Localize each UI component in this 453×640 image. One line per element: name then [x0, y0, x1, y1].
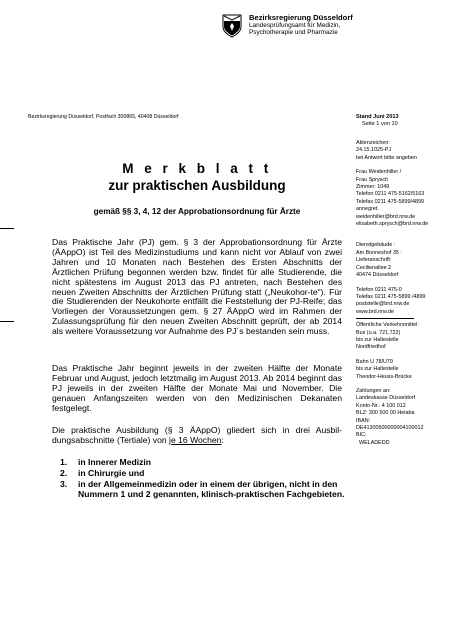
list-text: in Chirurgie und [78, 467, 145, 478]
payment-label: Zahlungen an: [356, 387, 391, 394]
bank-name: Landeskasse Düsseldorf [356, 395, 416, 402]
az-value: 24.15.1025-PJ [356, 147, 392, 154]
authority-dept-line2: Psychotherapie und Pharmazie [249, 29, 338, 37]
list-item [60, 469, 345, 479]
tertiale-list [60, 458, 345, 501]
list-item [60, 480, 345, 500]
delivery-city: 40474 Düsseldorf [356, 272, 399, 279]
divider [356, 318, 414, 319]
bic-value: WELADEDD [359, 439, 390, 446]
building-address: Am Bonneshof 35 : [356, 249, 402, 256]
az-note: bei Antwort bitte angeben [356, 154, 417, 161]
list-number: 2. [60, 467, 68, 478]
paragraph-pj-intro: Das Praktische Jahr (PJ) gem. § 3 der Approbationsordnung für Ärzte (ÄAppO) ist Teil des Medizinstudiums und kann nicht vor Ablauf von zwei Jahren und 10 Monaten nach Bestehen des Ersten Abschnitts der Ärztlichen Prüfung begonnen werden bzw. findet für alle Studierende, die nicht spätestens im August 2013 das PJ antreten, nach Bestehen des neuen Zweiten Abschnitts der Ärztlichen Prüfung statt („Neukohor-te“). Für die Studierenden der Neukohorte entfällt die Feststellung der PJ-Reife; das Vorliegen der Voraussetzungen gem. § 27 ÄAppO wird im Rahmen der Zulassungsprüfung für den neuen Zweiten Abschnitt geprüft, der ab 2014 als weitere Voraussetzung vor Aufnahme des PJ´s bestanden sein muss. [52, 237, 342, 337]
list-text: in Innerer Medizin [78, 457, 152, 467]
nrw-coat-of-arms-logo [222, 14, 242, 38]
tertiale-prefix: Die praktische Ausbildung (§ 3 ÄAppO) gliedert sich in drei Ausbil-dungsabschnitte (Tertiale) von [52, 425, 342, 445]
document-status [356, 114, 399, 128]
stand-date: Stand Juni 2013 [356, 114, 399, 120]
delivery-street: Cecilienallee 2 [356, 264, 392, 271]
bank-code: BLZ: 300 500 00 Helaba [356, 410, 415, 417]
website-link[interactable]: www.brd.nrw.de [356, 308, 395, 315]
title-line1: M e r k b l a t t [122, 161, 272, 176]
list-text: in der Allgemeinmedizin oder in einem der übrigen, nicht in den Nummern 1 und 2 genannten, klinisch-praktischen Fachgebieten. [78, 478, 345, 499]
list-number: 3. [60, 478, 68, 489]
sidebar-contact [356, 140, 428, 447]
document-subtitle: gemäß §§ 3, 4, 12 der Approbationsordnung für Ärzte [93, 207, 301, 216]
tram-stop-label: bis zur Haltestelle [356, 366, 399, 373]
delivery-label: Lieferanschrift: [356, 257, 392, 264]
contact-person-1: Frau Weidenhiller / [356, 169, 402, 176]
punch-mark [0, 321, 14, 322]
paragraph-pj-start: Das Praktische Jahr beginnt jeweils in der zweiten Hälfte der Monate Februar und August, jedoch letztmalig im August 2013. Ab 2014 beginnt das PJ jeweils in der zweiten Hälfte der Monate Mai und November. Die genauen Anfangszeiten werden von den Medizinischen Dekanaten festgelegt. [52, 363, 342, 413]
iban-value: DE41300500000004100012 [356, 425, 424, 431]
email-address-2[interactable]: elisabeth.sprysch@brd.nrw.de [356, 221, 429, 228]
tram-stop: Theodor-Heuss-Brücke [356, 373, 412, 380]
tertiale-duration: je 16 Wochen [169, 434, 222, 445]
page-number: Seite 1 von 10 [362, 121, 398, 127]
tertiale-suffix: : [221, 434, 224, 445]
fold-mark [0, 228, 14, 229]
iban-label: IBAN: [356, 417, 371, 424]
bus-stop-label: bis zur Haltestelle [356, 336, 399, 343]
tram-lines: Bahn U 78/U79 [356, 358, 393, 365]
fax-number: Telefax 0211 475-5899/4899 [356, 198, 424, 205]
account-number: Konto-Nr.: 4 100 012 [356, 402, 406, 409]
building-label: Dienstgebäude : [356, 242, 396, 249]
room-number: Zimmer: 1049 [356, 184, 390, 191]
bus-lines: Bus (u.a. 721,722) [356, 329, 401, 336]
paragraph-tertiale [52, 426, 342, 446]
document-title [52, 160, 342, 194]
list-item [60, 458, 345, 468]
main-fax: Telefax 0211 475-5899 /4899 [356, 293, 426, 300]
az-label: Aktenzeichen: [356, 140, 390, 146]
post-email[interactable]: poststelle@brd.nrw.de [356, 301, 410, 308]
bus-stop: Nordfriedhof [356, 344, 386, 351]
sender-address-line: Bezirksregierung Düsseldorf, Postfach 300865, 40408 Düsseldorf [28, 114, 179, 120]
authority-name: Bezirksregierung Düsseldorf [249, 13, 353, 22]
transit-label: Öffentliche Verkehrsmittel: [356, 322, 419, 329]
authority-block [249, 13, 353, 36]
email-address-1[interactable]: weidenhiller@brd.nrw.de [356, 213, 416, 220]
main-phone: Telefon 0211 475-0 [356, 286, 402, 293]
authority-dept-line1: Landesprüfungsamt für Medizin, [249, 22, 341, 29]
list-number: 1. [60, 457, 68, 467]
bic-label: BIC: [356, 432, 367, 439]
email-label: annegret. [356, 206, 379, 213]
phone-number: Telefon 0211 475-5162/5163 [356, 191, 425, 198]
contact-person-2: Frau Sprysch [356, 176, 389, 183]
title-line2: zur praktischen Ausbildung [108, 178, 286, 193]
